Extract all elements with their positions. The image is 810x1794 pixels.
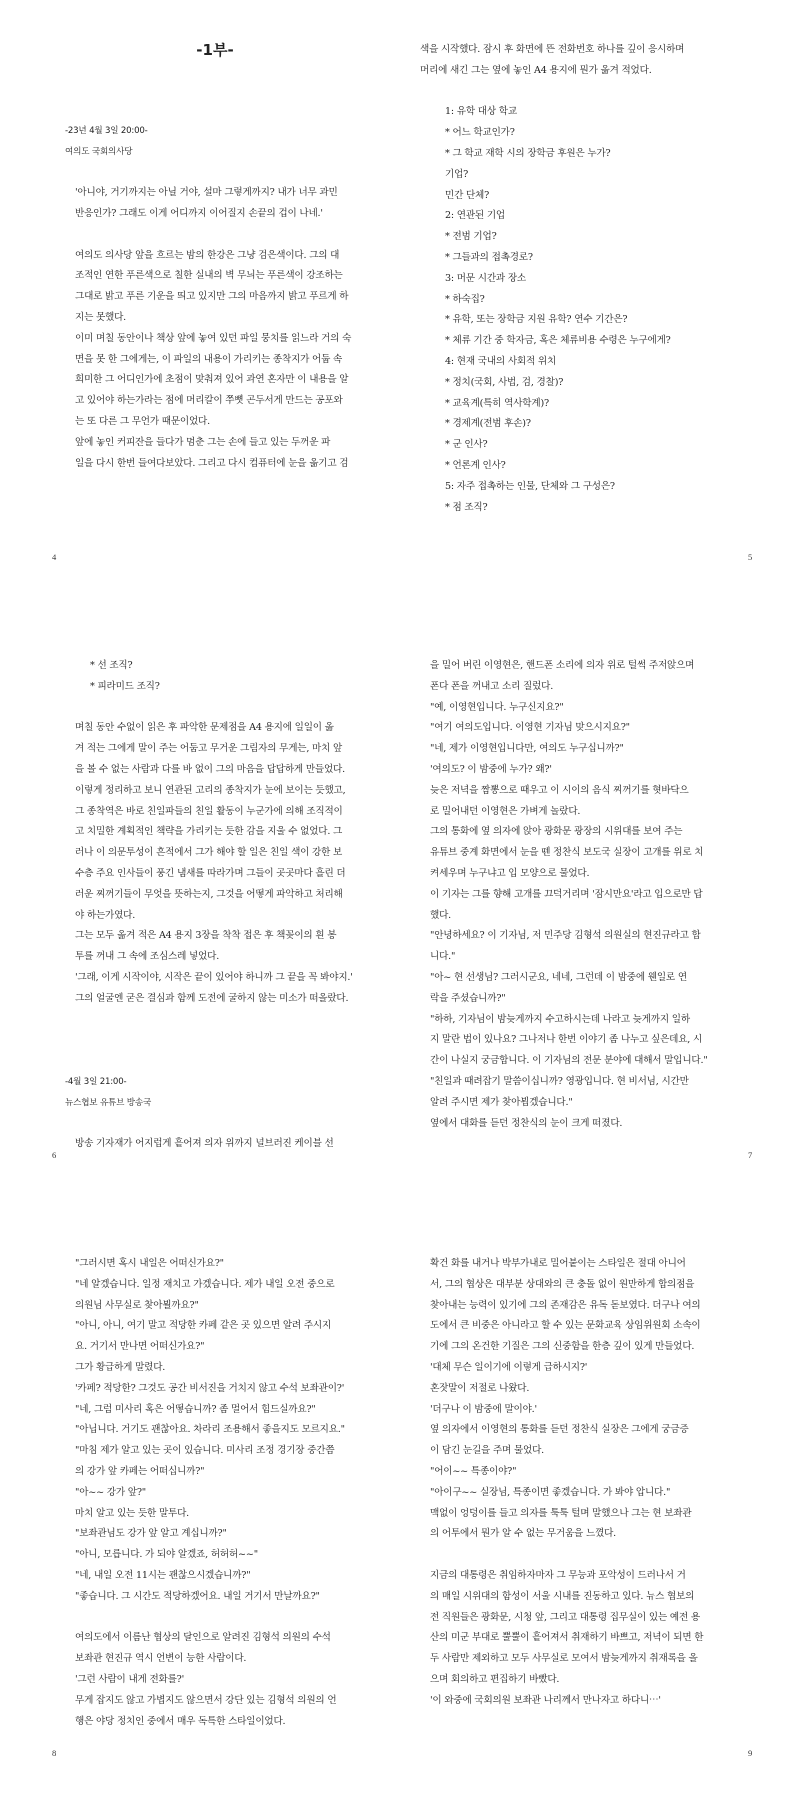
text-line: 요. 거기서 만나면 어떠신가요?": [75, 1341, 205, 1353]
text-line: 을 볼 수 없는 사람과 다를 바 없이 그의 마음을 답답하게 만들었다.: [75, 763, 345, 775]
page-number: 7: [748, 1150, 753, 1160]
text-line: 겨 적는 그에게 말이 주는 어둠고 무거운 그림자의 무게는, 마치 앞: [75, 743, 343, 755]
text-line: '그런 사람이 내게 전화를?': [75, 1673, 185, 1685]
p7-body: [420, 656, 720, 1134]
text-line: 서, 그의 협상은 대부분 상대와의 큰 충돌 없이 원만하게 합의점을: [430, 1278, 695, 1290]
page-number: 4: [52, 552, 57, 562]
page-7: [405, 598, 810, 1196]
text-line: 반응인가? 그래도 이게 어디까지 이어질지 손끝의 겁이 나네.': [75, 207, 323, 219]
text-line: 니다.": [430, 951, 456, 963]
text-line: 보좌관 현진규 역시 언변이 능한 사람이다.: [75, 1653, 247, 1665]
text-line: 의 강가 앞 카페는 어떠십니까?": [75, 1465, 205, 1477]
text-line: 두 사람만 제외하고 모두 사무실로 모여서 밤늦게까지 취재록을 올: [430, 1653, 698, 1665]
text-line: 확건 화를 내거나 박부가내로 밀어붙이는 스타일은 절대 아니어: [430, 1258, 686, 1269]
part-title: -1부-: [196, 41, 234, 59]
text-line: 그가 황급하게 말렸다.: [75, 1361, 166, 1373]
text-line: [420, 1545, 720, 1566]
text-line: "그러시면 혹시 내일은 어떠신가요?": [75, 1258, 224, 1269]
text-line: 방송 기자재가 어지럽게 흩어져 의자 위까지 널브러진 케이블 선: [75, 1138, 334, 1150]
text-line: * 그들과의 접촉경로?: [445, 251, 533, 263]
text-line: 면을 못 한 그에게는, 이 파일의 내용이 가리키는 종착지가 어둡 속: [75, 353, 343, 365]
text-line: * 교육계(특히 역사학계)?: [445, 397, 549, 409]
text-line: 이렇게 정리하고 보니 연관된 고리의 종착지가 눈에 보이는 듯했고,: [75, 784, 346, 796]
text-line: [65, 225, 365, 246]
text-line: 그의 통화에 옆 의자에 앉아 광화문 광장의 시위대를 보여 주는: [430, 826, 683, 838]
text-line: "네, 제가 이영현입니다만, 여의도 누구십니까?": [430, 743, 624, 755]
text-line: 알려 주시면 제가 찾아뵙겠습니다.": [430, 1096, 573, 1108]
text-line: 지는 못했다.: [75, 311, 127, 323]
text-line: * 하숙집?: [445, 293, 485, 305]
text-line: 고 있어야 하는가라는 점에 머리칼이 쭈뼛 곤두서게 만드는 공포와: [75, 395, 343, 407]
text-line: 여의도 의사당 앞을 흐르는 밤의 한강은 그냥 검은색이다. 그의 대: [75, 249, 340, 261]
text-line: 찾아내는 능력이 있기에 그의 존재감은 유독 돋보였다. 더구나 여의: [430, 1299, 701, 1311]
text-line: 늦은 저녁을 짬뽕으로 때우고 이 시이의 음식 찌꺼기를 혓바닥으: [430, 784, 689, 796]
text-line: "아닙니다. 거기도 괜찮아요. 차라리 조용해서 좋을지도 모르지요.": [75, 1424, 345, 1436]
text-line: 기업?: [445, 168, 469, 180]
text-line: "친일과 때려잡기 말씀이십니까? 영광입니다. 현 비서님, 시간만: [430, 1075, 689, 1087]
text-line: 혼잣말이 저절로 나왔다.: [430, 1382, 530, 1394]
text-line: "아~ 현 선생님? 그러시군요, 네네, 그런데 이 밤중에 웬일로 연: [430, 971, 687, 983]
text-line: "아니, 모릅니다. 가 되야 알겠죠, 허허허~~": [75, 1549, 258, 1561]
text-line: '카페? 적당한? 그것도 공간 비서진을 거치지 않고 수석 보좌관이?': [75, 1382, 345, 1394]
page-number: 5: [748, 552, 753, 562]
text-line: 이 기자는 그를 향해 고개를 끄덕거리며 '잠시만요'라고 입으로만 답: [430, 888, 703, 900]
p8-body: [65, 1254, 365, 1732]
text-line: 옆 의자에서 이영현의 통화를 듣던 정찬식 실장은 그에게 궁금증: [430, 1424, 689, 1436]
text-line: [65, 1030, 365, 1051]
text-line: 락을 주셨습니까?": [430, 992, 506, 1004]
datetime-label: -4월 3일 21:00-: [65, 1076, 127, 1087]
text-line: 5: 자주 접촉하는 인물, 단체와 그 구성은?: [445, 480, 615, 492]
p6-body: [65, 718, 365, 1072]
text-line: 러나 이 의문투성이 흔적에서 그가 해야 할 일은 친일 색이 강한 보: [75, 847, 343, 859]
text-line: "아이구~~ 실장님, 특종이면 좋겠습니다. 가 봐야 압니다.": [430, 1486, 671, 1498]
page-8: [0, 1196, 405, 1794]
text-line: 그의 얼굴엔 굳은 결심과 함께 도전에 굴하지 않는 미소가 떠올랐다.: [75, 992, 349, 1004]
text-line: 의원님 사무실로 찾아뵐까요?": [75, 1299, 199, 1311]
page-9: [405, 1196, 810, 1794]
text-line: * 점 조직?: [445, 501, 488, 513]
question-list: [420, 102, 720, 518]
text-line: 러운 찌꺼기들이 무엇을 뜻하는지, 그것을 어떻게 파악하고 처리해: [75, 888, 343, 900]
text-line: 이 담긴 눈길을 주며 물었다.: [430, 1445, 544, 1457]
page-6-text: [65, 656, 365, 1155]
text-line: 전 직원들은 광화문, 시청 앞, 그리고 대통령 집무실이 있는 예전 용: [430, 1611, 700, 1623]
p5-intro: [420, 40, 720, 82]
text-line: 옆에서 대화를 듣던 정찬식의 눈이 크게 떠졌다.: [430, 1117, 623, 1129]
text-line: * 체류 기간 중 학자금, 혹은 체류비용 수령은 누구에게?: [445, 335, 671, 347]
text-line: "네, 내일 오전 11시는 괜찮으시겠습니까?": [75, 1569, 251, 1581]
text-line: * 전범 기업?: [445, 231, 497, 243]
text-line: * 군 인사?: [445, 439, 488, 451]
text-line: "좋습니다. 그 시간도 적당하겠어요. 내일 거기서 만날까요?": [75, 1590, 320, 1602]
text-line: 이미 며칠 동안이나 책상 앞에 놓여 있던 파일 뭉치를 읽느라 거의 숙: [75, 332, 352, 344]
text-line: "네, 그럼 미사리 혹은 어떻습니까? 좀 멀어서 힘드실까요?": [75, 1403, 316, 1415]
text-line: * 그 학교 재학 시의 장학금 후원은 누가?: [445, 147, 611, 159]
text-line: 간이 나실지 궁금합니다. 이 기자님의 전문 분야에 대해서 말입니다.": [430, 1055, 708, 1067]
text-line: 여의도에서 이름난 협상의 달인으로 알려진 김형석 의원의 수석: [75, 1632, 331, 1644]
text-line: 는 또 다른 그 무언가 때문이었다.: [75, 415, 210, 427]
text-line: 머리에 새긴 그는 옆에 놓인 A4 용지에 뭔가 옮겨 적었다.: [420, 64, 652, 76]
text-line: 그대로 밝고 푸른 기운을 띄고 있지만 그의 마음까지 밝고 푸르게 하: [75, 291, 349, 303]
location-label: 뉴스협보 유튜브 방송국: [65, 1097, 152, 1108]
text-line: * 피라미드 조직?: [90, 680, 160, 692]
text-line: 희미한 그 어디인가에 초점이 맞춰져 있어 과연 혼자만 이 내용을 알: [75, 374, 349, 386]
page-4: [0, 0, 405, 598]
text-line: 며칠 동안 수없이 읽은 후 파악한 문제점을 A4 용지에 일일이 옮: [75, 722, 334, 734]
text-line: 마치 알고 있는 듯한 말투다.: [75, 1507, 189, 1519]
text-line: 무게 잡지도 않고 가볍지도 않으면서 강단 있는 김형석 의원의 언: [75, 1694, 337, 1706]
text-line: "아니, 아니, 여기 말고 적당한 카페 같은 곳 있으면 알려 주시지: [75, 1320, 332, 1332]
text-line: "예, 이영현입니다. 누구신지요?": [430, 701, 564, 713]
text-line: "보좌관님도 강가 앞 알고 계십니까?": [75, 1528, 227, 1540]
text-line: * 유학, 또는 장학금 지원 유학? 연수 기간은?: [445, 314, 628, 326]
p9-body: [420, 1254, 720, 1712]
text-line: 야 하는가였다.: [75, 909, 136, 921]
location-label: 여의도 국회의사당: [65, 146, 133, 157]
text-line: * 언론계 인사?: [445, 459, 506, 471]
p4-body: [65, 183, 365, 474]
page-number: 8: [52, 1748, 57, 1758]
text-line: 고 치밀한 계획적인 책략을 가리키는 듯한 감을 지울 수 없었다. 그: [75, 826, 343, 838]
text-line: * 선 조직?: [90, 660, 133, 671]
text-line: "아~~ 강가 앞?": [75, 1486, 147, 1498]
text-line: 수층 주요 인사들이 풍긴 냄새를 따라가며 그들이 곳곳마다 흘린 더: [75, 867, 346, 879]
text-line: 조적인 연한 푸른색으로 칠한 실내의 벽 무늬는 푸른색이 강조하는: [75, 270, 343, 282]
text-line: "네 알겠습니다. 일정 재치고 가겠습니다. 제가 내일 오전 중으로: [75, 1278, 335, 1290]
page-5-text: [420, 40, 720, 518]
text-line: 로 밀어내던 이영현은 가벼게 놀랐다.: [430, 805, 581, 817]
text-line: '대체 무슨 일이기에 이렇게 급하시지?': [430, 1361, 588, 1373]
text-line: 2: 연관된 기업: [445, 210, 505, 222]
text-line: [65, 1051, 365, 1072]
text-line: "하하, 기자님이 밤늦게까지 수고하시는데 나라고 늦게까지 일하: [430, 1013, 690, 1025]
text-line: 맥없이 엉덩이를 들고 의자를 툭툭 털며 말했으나 그는 현 보좌관: [430, 1507, 692, 1519]
text-line: 민간 단체?: [445, 189, 490, 201]
text-line: 도에서 큰 비중은 아니라고 할 수 있는 문화교육 상임위원회 소속이: [430, 1320, 701, 1332]
text-line: 1: 유학 대상 학교: [445, 106, 517, 118]
text-line: * 경제계(전범 후손)?: [445, 418, 531, 430]
text-line: "어이~~ 특종이야?": [430, 1465, 517, 1477]
text-line: "안녕하세요? 이 기자님, 저 민주당 김형석 의원실의 현진규라고 합: [430, 930, 701, 942]
page-9-text: [420, 1254, 720, 1712]
question-list: [65, 656, 365, 698]
text-line: 행은 야당 정치인 중에서 매우 독특한 스타일이었다.: [75, 1715, 286, 1727]
text-line: 기에 그의 온건한 기질은 그의 신중함을 한층 깊이 있게 만들었다.: [430, 1341, 695, 1353]
text-line: 지 말란 법이 있나요? 그나저나 한번 이야기 좀 나누고 싶은데요, 시: [430, 1034, 703, 1046]
text-line: 그는 모두 옮겨 적은 A4 용지 3장을 착착 접은 후 책꽂이의 흰 봉: [75, 930, 337, 942]
text-line: [65, 1608, 365, 1629]
text-line: "여기 여의도입니다. 이영현 기자님 맞으시지요?": [430, 722, 630, 734]
text-line: 앞에 놓인 커피잔을 들다가 멈춘 그는 손에 들고 있는 두꺼운 파: [75, 436, 331, 448]
text-line: 일을 다시 한번 들여다보았다. 그리고 다시 컴퓨터에 눈을 옮기고 검: [75, 457, 349, 469]
text-line: 투를 꺼내 그 속에 조심스레 넣었다.: [75, 951, 220, 963]
text-line: '아니야, 거기까지는 아닐 거야, 설마 그렇게까지? 내가 너무 과민: [75, 187, 338, 199]
text-line: [65, 1010, 365, 1031]
page-6: [0, 598, 405, 1196]
text-line: 의 매일 시위대의 함성이 서울 시내를 진동하고 있다. 뉴스 협보의: [430, 1590, 695, 1602]
datetime-label: -23년 4월 3일 20:00-: [65, 125, 148, 136]
page-number: 6: [52, 1150, 57, 1160]
text-line: 3: 머문 시간과 장소: [445, 272, 526, 284]
p6-body-2: [65, 1134, 365, 1155]
text-line: '여의도? 이 밤중에 누가? 왜?': [430, 763, 552, 775]
text-line: 으며 회의하고 편집하기 바빴다.: [430, 1673, 560, 1685]
text-line: * 어느 학교인가?: [445, 127, 515, 139]
text-line: 켜세우며 누구냐고 입 모양으로 물었다.: [430, 867, 590, 879]
text-line: 산의 미군 부대로 뿔뿔이 흩어져서 취재하기 바쁘고, 저녁이 되면 한: [430, 1632, 704, 1644]
text-line: 지금의 대통령은 취임하자마자 그 무능과 포악성이 드러나서 거: [430, 1569, 686, 1581]
text-line: 그 종착역은 바로 친일파들의 친일 활동이 누군가에 의해 조직적이: [75, 805, 343, 817]
page-number: 9: [748, 1748, 753, 1758]
text-line: '그래, 이게 시작이야, 시작은 끝이 있어야 하니까 그 끝을 꼭 봐야지.': [75, 971, 353, 983]
text-line: '더구나 이 밤중에 말이야.': [430, 1403, 537, 1415]
text-line: '이 와중에 국회의원 보좌관 나리께서 만나자고 하다니⋯': [430, 1694, 661, 1706]
page-5: [405, 0, 810, 598]
text-line: 폰다 폰을 꺼내고 소리 질렀다.: [430, 680, 554, 692]
text-line: 의 어투에서 뭔가 알 수 없는 무거움을 느꼈다.: [430, 1528, 617, 1540]
text-line: 4: 현재 국내의 사회적 위치: [445, 355, 557, 367]
text-line: 했다.: [430, 909, 451, 921]
page-4-text: [65, 40, 365, 474]
text-line: 색을 시작했다. 잠시 후 화면에 뜬 전화번호 하나를 깊이 응시하며: [420, 44, 685, 55]
text-line: 유튜브 중계 화면에서 눈을 뗀 정찬식 보도국 실장이 고개를 위로 치: [430, 847, 704, 859]
text-line: 을 밀어 버린 이영현은, 핸드폰 소리에 의자 위로 털썩 주저앉으며: [430, 660, 695, 671]
text-line: "마침 제가 알고 있는 곳이 있습니다. 미사리 조정 경기장 중간쯤: [75, 1445, 335, 1457]
page-7-text: [420, 656, 720, 1134]
page-8-text: [65, 1254, 365, 1732]
text-line: * 정치(국회, 사법, 검, 경찰)?: [445, 376, 564, 388]
